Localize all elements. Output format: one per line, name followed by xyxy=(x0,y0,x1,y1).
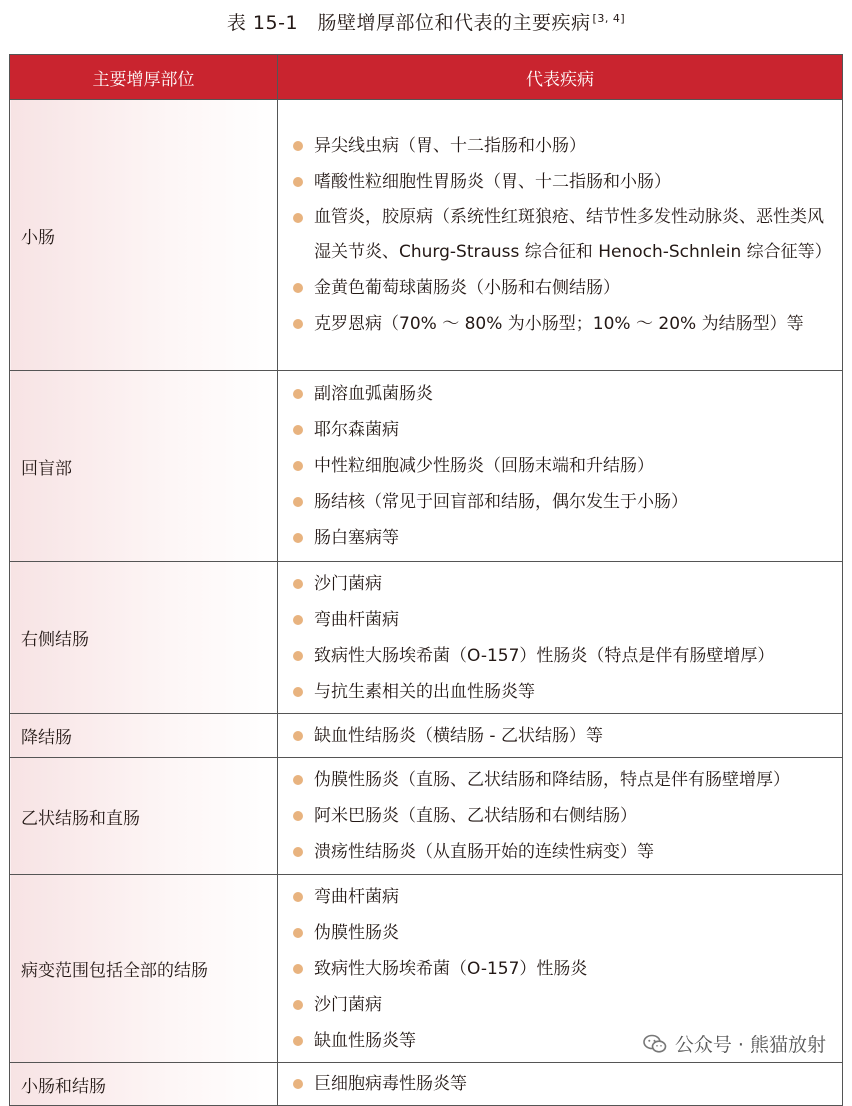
disease-table xyxy=(9,54,843,1106)
site-cell: 病变范围包括全部的结肠 xyxy=(10,875,278,1063)
disease-item: 弯曲杆菌病 xyxy=(292,602,832,638)
table-row xyxy=(10,714,843,758)
disease-item: 伪膜性肠炎 xyxy=(292,915,832,951)
disease-item: 致病性大肠埃希菌（O-157）性肠炎 xyxy=(292,951,832,987)
disease-item: 致病性大肠埃希菌（O-157）性肠炎（特点是伴有肠壁增厚） xyxy=(292,638,832,674)
disease-cell xyxy=(278,562,843,714)
disease-item: 与抗生素相关的出血性肠炎等 xyxy=(292,674,832,710)
disease-item: 溃疡性结肠炎（从直肠开始的连续性病变）等 xyxy=(292,834,832,870)
disease-list xyxy=(292,566,832,710)
disease-item: 耶尔森菌病 xyxy=(292,412,832,448)
disease-item: 血管炎，胶原病（系统性红斑狼疮、结节性多发性动脉炎、恶性类风湿关节炎、Churg-Strauss 综合征和 Henoch-Schnlein 综合征等） xyxy=(292,200,832,270)
disease-item: 肠结核（常见于回盲部和结肠，偶尔发生于小肠） xyxy=(292,484,832,520)
site-cell: 回盲部 xyxy=(10,371,278,562)
disease-item: 金黄色葡萄球菌肠炎（小肠和右侧结肠） xyxy=(292,270,832,306)
table-row xyxy=(10,562,843,714)
disease-item: 弯曲杆菌病 xyxy=(292,879,832,915)
disease-cell xyxy=(278,371,843,562)
table-row xyxy=(10,758,843,875)
caption-text: 表 15-1 肠壁增厚部位和代表的主要疾病 xyxy=(226,12,591,34)
site-cell: 小肠和结肠 xyxy=(10,1063,278,1106)
disease-item: 沙门菌病 xyxy=(292,566,832,602)
disease-cell xyxy=(278,1063,843,1106)
disease-cell xyxy=(278,714,843,758)
site-cell: 降结肠 xyxy=(10,714,278,758)
disease-item: 肠白塞病等 xyxy=(292,520,832,556)
wechat-icon xyxy=(643,1034,667,1054)
disease-item: 伪膜性肠炎（直肠、乙状结肠和降结肠，特点是伴有肠壁增厚） xyxy=(292,762,832,798)
disease-item: 巨细胞病毒性肠炎等 xyxy=(292,1066,832,1102)
table-row xyxy=(10,1063,843,1106)
table-caption xyxy=(0,8,852,35)
caption-reference: [3, 4] xyxy=(592,11,626,25)
table-row xyxy=(10,371,843,562)
disease-list xyxy=(292,1066,832,1102)
site-cell: 右侧结肠 xyxy=(10,562,278,714)
disease-item: 沙门菌病 xyxy=(292,987,832,1023)
site-cell: 小肠 xyxy=(10,100,278,371)
disease-item: 副溶血弧菌肠炎 xyxy=(292,376,832,412)
header-site: 主要增厚部位 xyxy=(10,55,278,100)
watermark-text: 公众号 · 熊猫放射 xyxy=(674,1034,826,1056)
disease-list xyxy=(292,128,832,342)
table-header-row xyxy=(10,55,843,100)
disease-item: 异尖线虫病（胃、十二指肠和小肠） xyxy=(292,128,832,164)
disease-list xyxy=(292,376,832,556)
table-row xyxy=(10,100,843,371)
disease-cell xyxy=(278,758,843,875)
site-cell: 乙状结肠和直肠 xyxy=(10,758,278,875)
disease-list xyxy=(292,718,832,754)
watermark xyxy=(643,1030,826,1057)
disease-item: 缺血性肠炎等 xyxy=(292,1023,832,1059)
header-disease: 代表疾病 xyxy=(278,55,843,100)
disease-list xyxy=(292,762,832,870)
disease-item: 克罗恩病（70% ～ 80% 为小肠型；10% ～ 20% 为结肠型）等 xyxy=(292,306,832,342)
disease-item: 缺血性结肠炎（横结肠 - 乙状结肠）等 xyxy=(292,718,832,754)
disease-cell xyxy=(278,100,843,371)
disease-item: 嗜酸性粒细胞性胃肠炎（胃、十二指肠和小肠） xyxy=(292,164,832,200)
disease-item: 中性粒细胞减少性肠炎（回肠末端和升结肠） xyxy=(292,448,832,484)
disease-item: 阿米巴肠炎（直肠、乙状结肠和右侧结肠） xyxy=(292,798,832,834)
